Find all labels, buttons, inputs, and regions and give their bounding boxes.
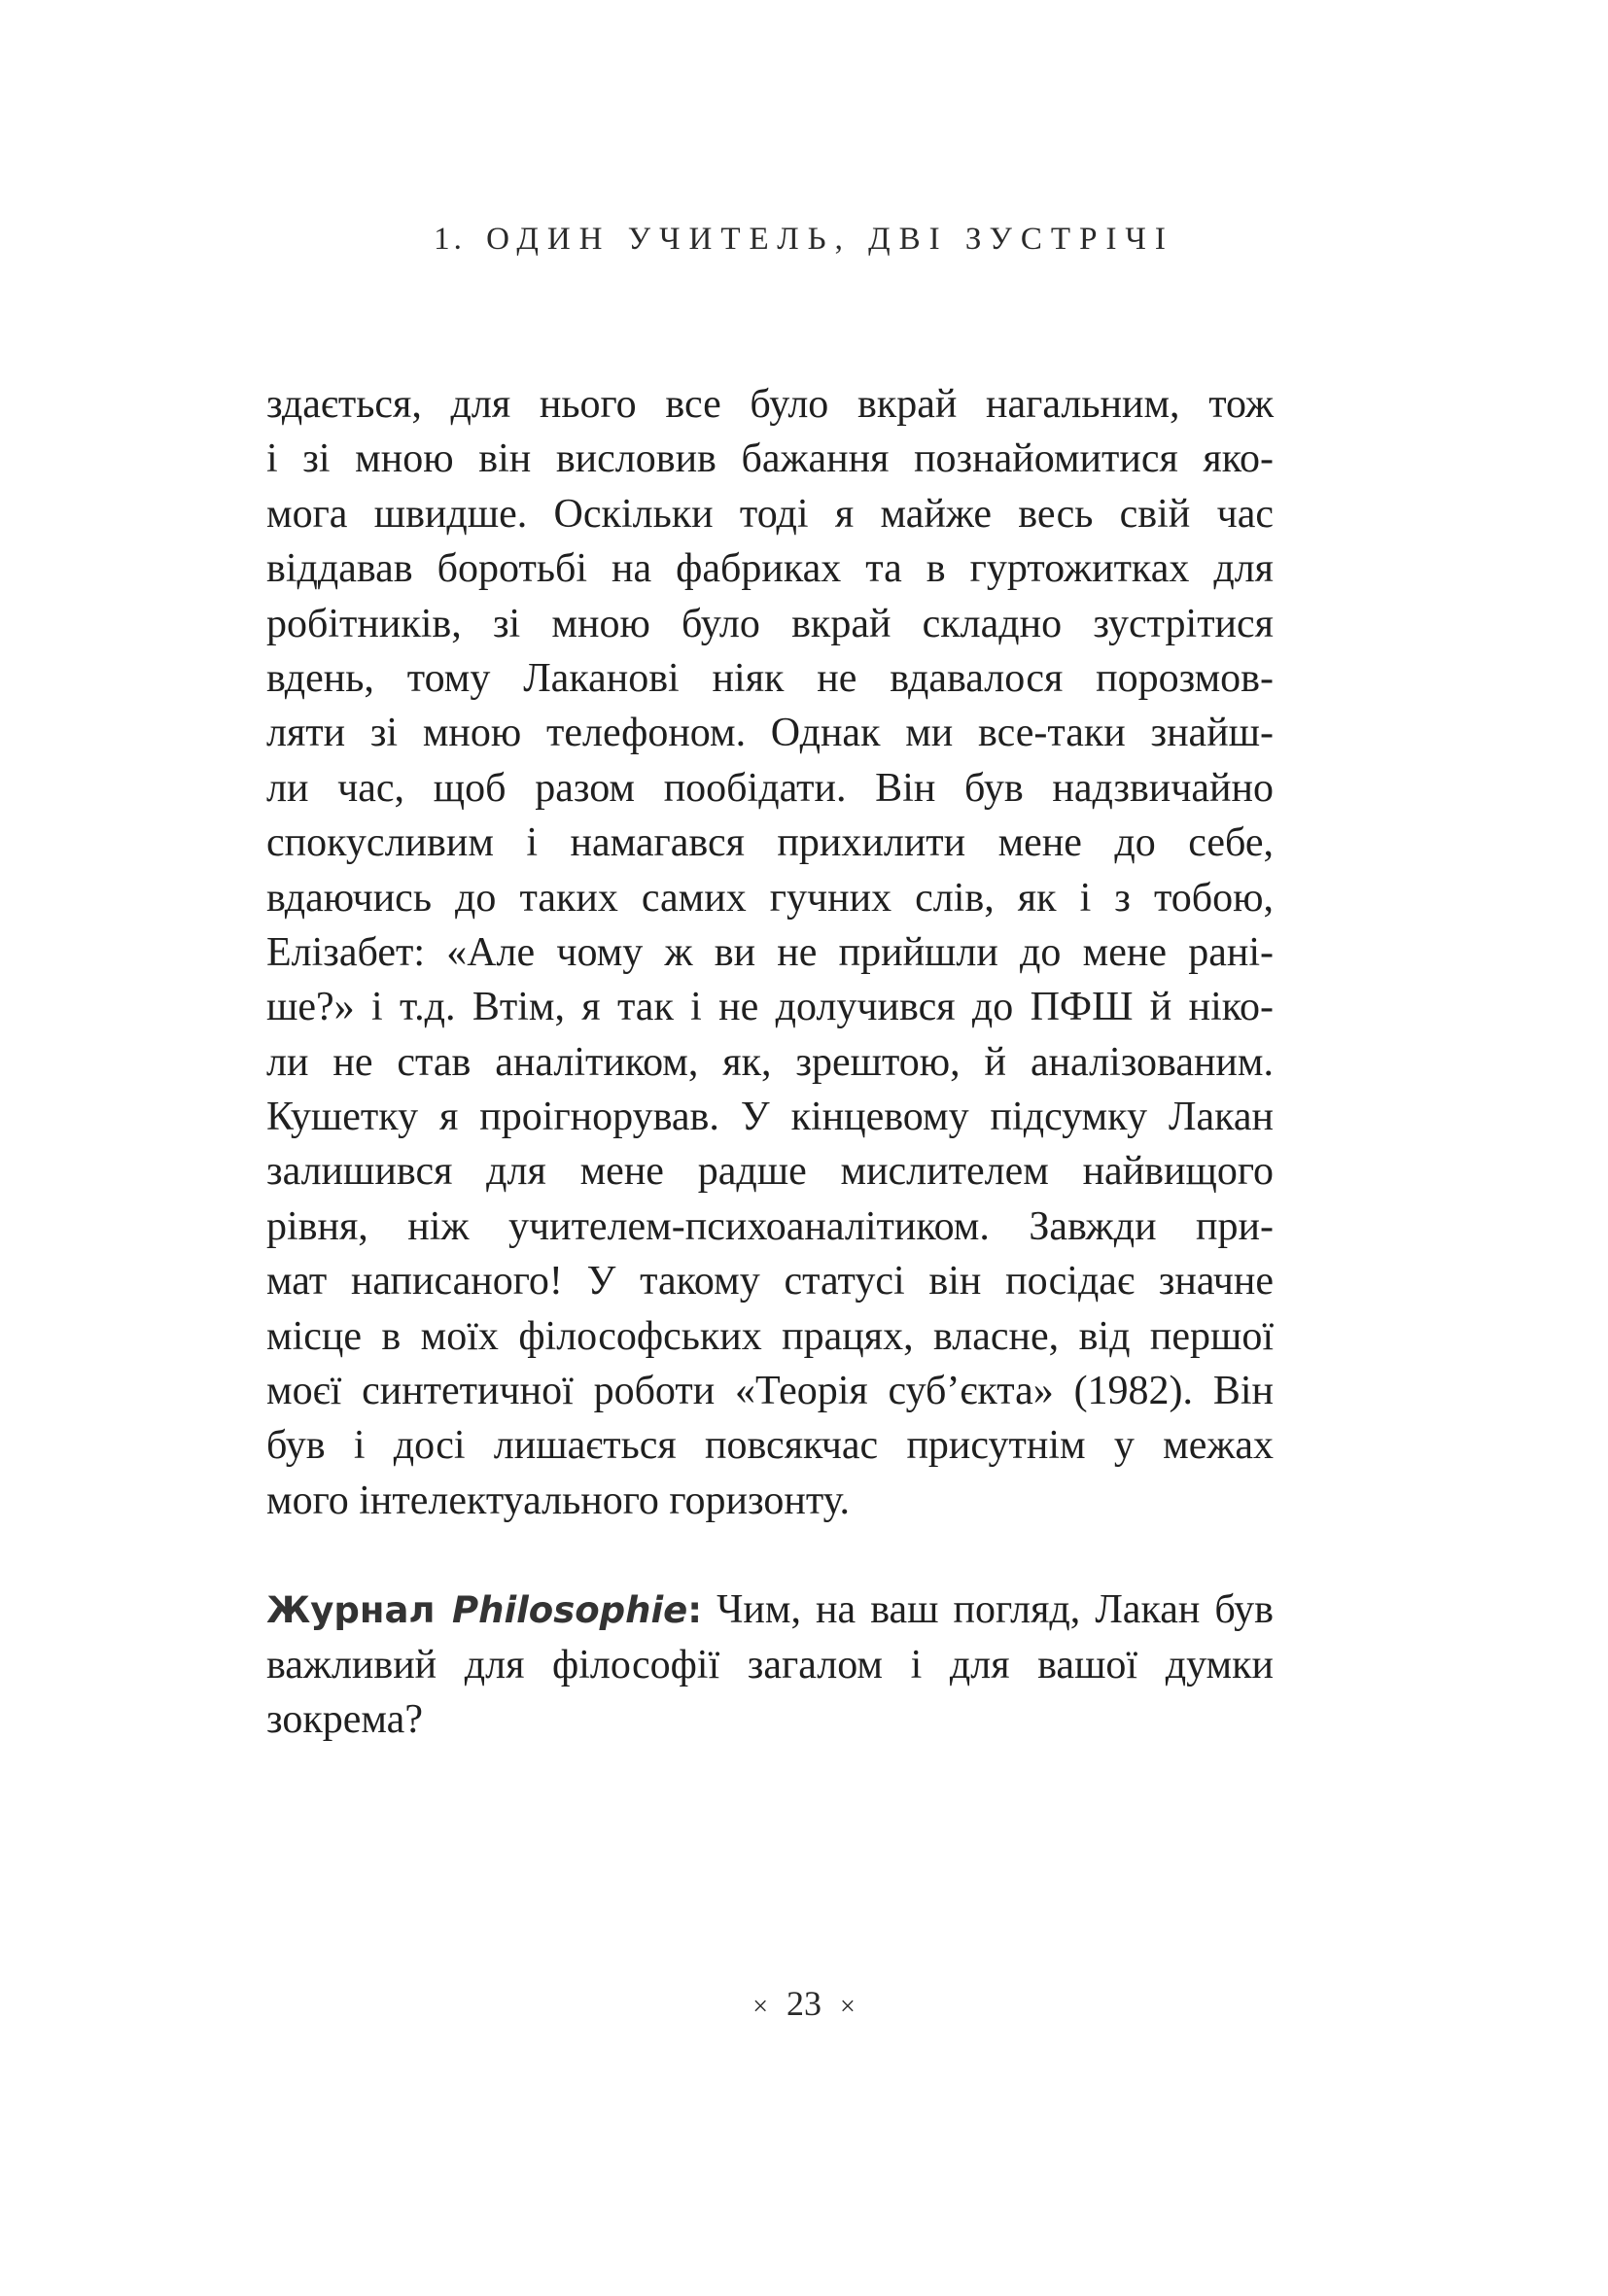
paragraph-line: Кушетку я проігнорував. У кінцевому підсумку Лакан <box>266 1095 1274 1140</box>
body-paragraph <box>266 377 1274 1528</box>
ornament-right: × <box>840 1992 856 2022</box>
running-head <box>0 222 1608 258</box>
paragraph-line: спокусливим і намагався прихилити мене до себе, <box>266 820 1274 866</box>
paragraph-line: і зі мною він висловив бажання познайомитися яко- <box>266 436 1274 482</box>
main-text <box>266 377 1274 1747</box>
paragraph-line: ляти зі мною телефоном. Однак ми все-таки знайш- <box>266 711 1274 756</box>
chapter-number: 1. <box>434 222 466 257</box>
speaker-label <box>266 1589 702 1631</box>
paragraph-line: віддавав боротьбі на фабриках та в гуртожитках для <box>266 546 1274 592</box>
chapter-title: ОДИН УЧИТЕЛЬ, ДВІ ЗУСТРІЧІ <box>486 222 1174 257</box>
page-footer <box>0 1983 1608 2024</box>
paragraph-line: вдень, тому Лаканові ніяк не вдавалося порозмов- <box>266 655 1274 701</box>
paragraph-line: залишився для мене радше мислителем найвищого <box>266 1149 1274 1195</box>
paragraph-line: ли час, щоб разом пообідати. Він був надзвичайно <box>266 765 1274 811</box>
ornament-left: × <box>752 1992 768 2022</box>
question-line: зокрема? <box>266 1696 423 1742</box>
question-text: Чим, на ваш погляд, Лакан був <box>702 1587 1275 1633</box>
paragraph-line: робітників, зі мною було вкрай складно зустрітися <box>266 601 1274 646</box>
paragraph-line: місце в моїх філософських працях, власне, від першої <box>266 1313 1274 1359</box>
paragraph-line: мога швидше. Оскільки тоді я майже весь свій час <box>266 491 1274 537</box>
paragraph-line: вдаючись до таких самих гучних слів, як і з тобою, <box>266 875 1274 921</box>
paragraph-line: ше?» і т.д. Втім, я так і не долучився до ПФШ й ніко- <box>266 985 1274 1030</box>
paragraph-line: був і досі лишається повсякчас присутнім у межах <box>266 1423 1274 1469</box>
speaker-prefix: Журнал <box>266 1589 452 1632</box>
speaker-colon: : <box>687 1589 703 1632</box>
paragraph-line: моєї синтетичної роботи «Теорія суб’єкта» (1982). Він <box>266 1369 1274 1414</box>
question-line <box>266 1583 1274 1637</box>
speaker-italic: Philosophie <box>451 1589 688 1632</box>
paragraph-line: Елізабет: «Але чому ж ви не прийшли до мене рані- <box>266 929 1274 975</box>
interview-question <box>266 1583 1274 1747</box>
paragraph-line: мат написаного! У такому статусі він посідає значне <box>266 1259 1274 1305</box>
paragraph-line: ли не став аналітиком, як, зрештою, й аналізованим. <box>266 1039 1274 1085</box>
page-number: 23 <box>787 1984 821 2023</box>
paragraph-line: здається, для нього все було вкрай нагальним, тож <box>266 382 1274 427</box>
paragraph-line: мого інтелектуального горизонту. <box>266 1478 850 1523</box>
question-line: важливий для філософії загалом і для вашої думки <box>266 1642 1274 1687</box>
paragraph-line: рівня, ніж учителем-психоаналітиком. Завжди при- <box>266 1203 1274 1249</box>
